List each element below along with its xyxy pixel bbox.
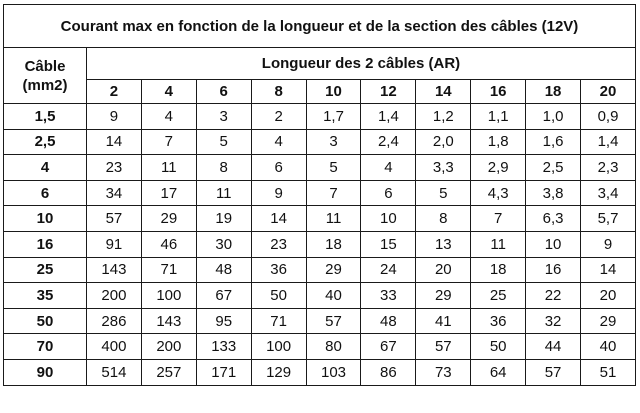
current-value-cell: 32 bbox=[526, 308, 581, 334]
cable-header-line2: (mm2) bbox=[22, 76, 68, 94]
current-value-cell: 20 bbox=[581, 283, 636, 309]
current-value-cell: 51 bbox=[581, 359, 636, 385]
current-value-cell: 200 bbox=[87, 283, 142, 309]
table-row bbox=[4, 359, 636, 385]
length-header-row bbox=[4, 80, 636, 104]
table-title: Courant max en fonction de la longueur et de la section des câbles (12V) bbox=[4, 5, 636, 48]
current-value-cell: 14 bbox=[87, 129, 142, 155]
current-value-cell: 95 bbox=[196, 308, 251, 334]
table-row bbox=[4, 334, 636, 360]
current-value-cell: 10 bbox=[361, 206, 416, 232]
current-value-cell: 46 bbox=[141, 231, 196, 257]
current-value-cell: 1,8 bbox=[471, 129, 526, 155]
current-value-cell: 41 bbox=[416, 308, 471, 334]
length-header-cell: 6 bbox=[196, 80, 251, 104]
current-value-cell: 18 bbox=[306, 231, 361, 257]
cable-section-cell: 4 bbox=[4, 155, 87, 181]
current-value-cell: 57 bbox=[526, 359, 581, 385]
current-value-cell: 71 bbox=[141, 257, 196, 283]
current-value-cell: 29 bbox=[141, 206, 196, 232]
current-value-cell: 15 bbox=[361, 231, 416, 257]
length-header-cell: 4 bbox=[141, 80, 196, 104]
current-value-cell: 24 bbox=[361, 257, 416, 283]
current-value-cell: 30 bbox=[196, 231, 251, 257]
current-value-cell: 1,1 bbox=[471, 104, 526, 130]
current-value-cell: 1,2 bbox=[416, 104, 471, 130]
length-group-header: Longueur des 2 câbles (AR) bbox=[87, 48, 636, 80]
cable-section-cell: 35 bbox=[4, 283, 87, 309]
cable-section-cell: 25 bbox=[4, 257, 87, 283]
cable-current-table bbox=[3, 4, 636, 386]
cable-section-header bbox=[4, 48, 87, 104]
current-value-cell: 5 bbox=[416, 180, 471, 206]
current-value-cell: 171 bbox=[196, 359, 251, 385]
current-value-cell: 2,9 bbox=[471, 155, 526, 181]
current-value-cell: 57 bbox=[306, 308, 361, 334]
length-header-cell: 16 bbox=[471, 80, 526, 104]
length-header-cell: 8 bbox=[251, 80, 306, 104]
current-value-cell: 133 bbox=[196, 334, 251, 360]
current-value-cell: 29 bbox=[581, 308, 636, 334]
current-value-cell: 10 bbox=[526, 231, 581, 257]
current-value-cell: 8 bbox=[416, 206, 471, 232]
current-value-cell: 36 bbox=[471, 308, 526, 334]
current-value-cell: 23 bbox=[251, 231, 306, 257]
current-value-cell: 29 bbox=[416, 283, 471, 309]
current-value-cell: 7 bbox=[141, 129, 196, 155]
table-row bbox=[4, 283, 636, 309]
current-value-cell: 9 bbox=[581, 231, 636, 257]
current-value-cell: 2,4 bbox=[361, 129, 416, 155]
current-value-cell: 3,3 bbox=[416, 155, 471, 181]
current-value-cell: 13 bbox=[416, 231, 471, 257]
current-value-cell: 25 bbox=[471, 283, 526, 309]
current-value-cell: 3,8 bbox=[526, 180, 581, 206]
current-value-cell: 143 bbox=[141, 308, 196, 334]
current-value-cell: 11 bbox=[196, 180, 251, 206]
current-value-cell: 50 bbox=[471, 334, 526, 360]
length-header-cell: 14 bbox=[416, 80, 471, 104]
current-value-cell: 2,0 bbox=[416, 129, 471, 155]
current-value-cell: 11 bbox=[471, 231, 526, 257]
current-value-cell: 44 bbox=[526, 334, 581, 360]
current-value-cell: 5,7 bbox=[581, 206, 636, 232]
current-value-cell: 103 bbox=[306, 359, 361, 385]
cable-section-cell: 50 bbox=[4, 308, 87, 334]
table-row bbox=[4, 308, 636, 334]
current-value-cell: 9 bbox=[87, 104, 142, 130]
current-value-cell: 3 bbox=[306, 129, 361, 155]
current-value-cell: 7 bbox=[306, 180, 361, 206]
current-value-cell: 73 bbox=[416, 359, 471, 385]
current-value-cell: 3 bbox=[196, 104, 251, 130]
current-value-cell: 67 bbox=[196, 283, 251, 309]
current-value-cell: 18 bbox=[471, 257, 526, 283]
current-value-cell: 1,6 bbox=[526, 129, 581, 155]
cable-section-cell: 90 bbox=[4, 359, 87, 385]
current-value-cell: 22 bbox=[526, 283, 581, 309]
current-value-cell: 40 bbox=[306, 283, 361, 309]
current-value-cell: 514 bbox=[87, 359, 142, 385]
current-value-cell: 20 bbox=[416, 257, 471, 283]
current-value-cell: 2,5 bbox=[526, 155, 581, 181]
length-header-cell: 20 bbox=[581, 80, 636, 104]
cable-section-cell: 6 bbox=[4, 180, 87, 206]
current-value-cell: 16 bbox=[526, 257, 581, 283]
current-value-cell: 40 bbox=[581, 334, 636, 360]
current-value-cell: 8 bbox=[196, 155, 251, 181]
current-value-cell: 48 bbox=[361, 308, 416, 334]
current-value-cell: 129 bbox=[251, 359, 306, 385]
current-value-cell: 33 bbox=[361, 283, 416, 309]
cable-current-table-container bbox=[3, 4, 635, 386]
current-value-cell: 6,3 bbox=[526, 206, 581, 232]
current-value-cell: 5 bbox=[306, 155, 361, 181]
cable-section-cell: 1,5 bbox=[4, 104, 87, 130]
cable-header-line1: Câble bbox=[24, 57, 66, 75]
current-value-cell: 6 bbox=[251, 155, 306, 181]
current-value-cell: 257 bbox=[141, 359, 196, 385]
current-value-cell: 4 bbox=[251, 129, 306, 155]
current-value-cell: 11 bbox=[306, 206, 361, 232]
table-row bbox=[4, 231, 636, 257]
length-header-cell: 10 bbox=[306, 80, 361, 104]
length-header-cell: 18 bbox=[526, 80, 581, 104]
current-value-cell: 1,4 bbox=[361, 104, 416, 130]
current-value-cell: 100 bbox=[141, 283, 196, 309]
table-row bbox=[4, 180, 636, 206]
current-value-cell: 17 bbox=[141, 180, 196, 206]
length-header-cell: 2 bbox=[87, 80, 142, 104]
current-value-cell: 1,7 bbox=[306, 104, 361, 130]
current-value-cell: 9 bbox=[251, 180, 306, 206]
length-header-cell: 12 bbox=[361, 80, 416, 104]
table-row bbox=[4, 104, 636, 130]
current-value-cell: 34 bbox=[87, 180, 142, 206]
table-row bbox=[4, 155, 636, 181]
current-value-cell: 67 bbox=[361, 334, 416, 360]
current-value-cell: 286 bbox=[87, 308, 142, 334]
current-value-cell: 3,4 bbox=[581, 180, 636, 206]
current-value-cell: 36 bbox=[251, 257, 306, 283]
current-value-cell: 4 bbox=[361, 155, 416, 181]
current-value-cell: 57 bbox=[416, 334, 471, 360]
cable-section-cell: 2,5 bbox=[4, 129, 87, 155]
current-value-cell: 0,9 bbox=[581, 104, 636, 130]
current-value-cell: 57 bbox=[87, 206, 142, 232]
current-value-cell: 86 bbox=[361, 359, 416, 385]
table-row bbox=[4, 206, 636, 232]
table-row bbox=[4, 257, 636, 283]
current-value-cell: 91 bbox=[87, 231, 142, 257]
current-value-cell: 1,4 bbox=[581, 129, 636, 155]
current-value-cell: 29 bbox=[306, 257, 361, 283]
current-value-cell: 19 bbox=[196, 206, 251, 232]
current-value-cell: 2 bbox=[251, 104, 306, 130]
table-body bbox=[4, 104, 636, 386]
cable-section-cell: 10 bbox=[4, 206, 87, 232]
current-value-cell: 64 bbox=[471, 359, 526, 385]
current-value-cell: 48 bbox=[196, 257, 251, 283]
current-value-cell: 1,0 bbox=[526, 104, 581, 130]
current-value-cell: 6 bbox=[361, 180, 416, 206]
current-value-cell: 14 bbox=[581, 257, 636, 283]
current-value-cell: 7 bbox=[471, 206, 526, 232]
current-value-cell: 50 bbox=[251, 283, 306, 309]
current-value-cell: 200 bbox=[141, 334, 196, 360]
table-row bbox=[4, 129, 636, 155]
current-value-cell: 71 bbox=[251, 308, 306, 334]
current-value-cell: 23 bbox=[87, 155, 142, 181]
current-value-cell: 11 bbox=[141, 155, 196, 181]
cable-section-cell: 70 bbox=[4, 334, 87, 360]
current-value-cell: 80 bbox=[306, 334, 361, 360]
current-value-cell: 400 bbox=[87, 334, 142, 360]
current-value-cell: 5 bbox=[196, 129, 251, 155]
current-value-cell: 100 bbox=[251, 334, 306, 360]
cable-section-cell: 16 bbox=[4, 231, 87, 257]
current-value-cell: 4,3 bbox=[471, 180, 526, 206]
current-value-cell: 2,3 bbox=[581, 155, 636, 181]
current-value-cell: 14 bbox=[251, 206, 306, 232]
current-value-cell: 4 bbox=[141, 104, 196, 130]
current-value-cell: 143 bbox=[87, 257, 142, 283]
